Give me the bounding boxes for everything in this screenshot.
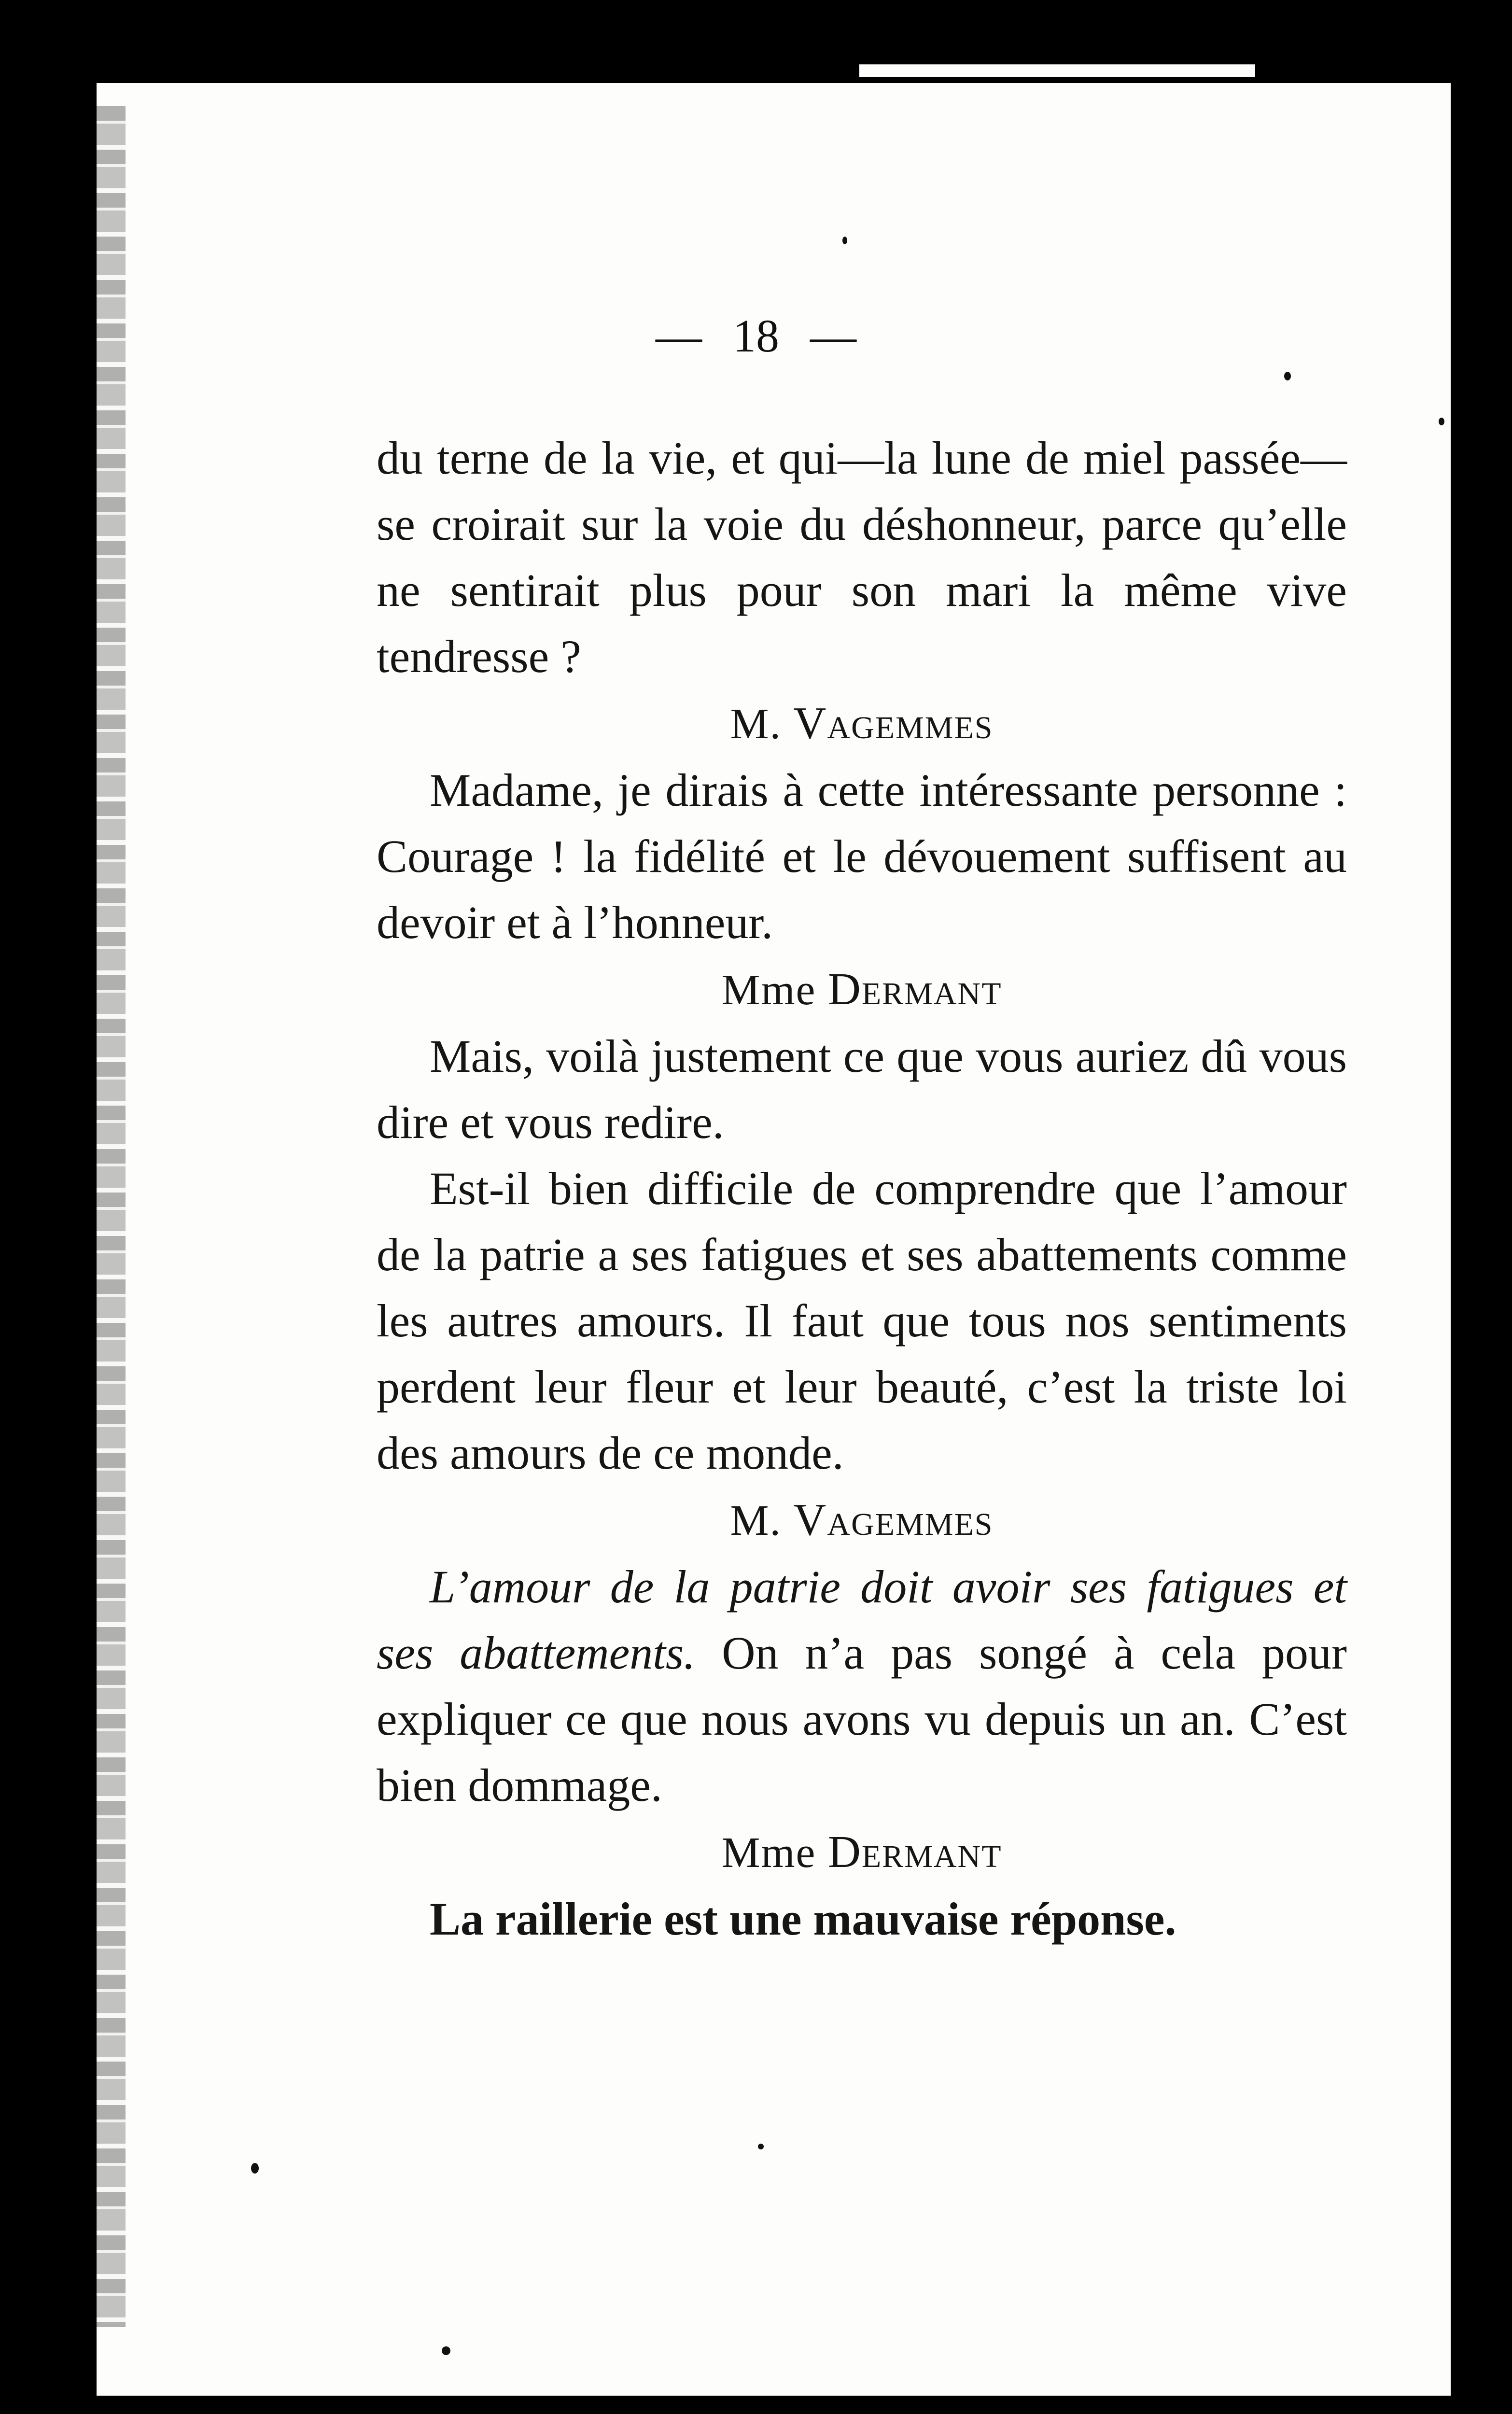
speaker-heading-dermant: [377, 956, 1347, 1023]
scan-speck: [251, 2163, 259, 2174]
speaker-prefix: Mme: [721, 1829, 828, 1877]
speaker-heading-vagemmes: [377, 690, 1347, 757]
paragraph-5-rest: On n’a pas songé à cela pour expliquer ce que nous avons vu depuis un an. C’est bien dommage.: [377, 1627, 1347, 1811]
page-number-dash-left: —: [656, 310, 702, 362]
speaker-name: Vagemmes: [793, 1495, 994, 1545]
paragraph-2: Madame, je dirais à cette intéressante personne : Courage ! la fidélité et le dévouement suffisent au devoir et à l’honneur.: [377, 764, 1347, 948]
speaker-name: Vagemmes: [793, 698, 994, 748]
page-gutter-edge: [97, 106, 126, 2327]
paragraph-6: La raillerie est une mauvaise réponse.: [430, 1893, 1176, 1945]
speaker-name: Dermant: [827, 1827, 1002, 1877]
scan-speck: [442, 2346, 450, 2355]
italic-quote: L’amour de la patrie doit avoir ses fatigues et ses abattements.: [377, 1561, 1347, 1679]
speaker-heading-vagemmes: [377, 1487, 1347, 1554]
paragraph-3: Mais, voilà justement ce que vous auriez dû vous dire et vous redire.: [377, 1030, 1347, 1148]
page-number-dash-right: —: [810, 310, 856, 362]
speaker-prefix: Mme: [721, 966, 828, 1014]
paragraph-1: du terne de la vie, et qui—la lune de miel passée—se croirait sur la voie du déshonneur, parce qu’elle ne sentirait plus pour son mari la même vive tendresse ?: [377, 432, 1347, 682]
scan-speck: [758, 2144, 764, 2149]
page-number-header: [0, 309, 1512, 363]
paragraph-4: Est-il bien difficile de comprendre que l’amour de la patrie a ses fatigues et ses abattements comme les autres amours. Il faut que tous nos sentiments perdent leur fleur et leur beauté, c’est la triste loi des amours de ce monde.: [377, 1163, 1347, 1479]
speaker-prefix: M.: [730, 1497, 794, 1544]
scan-speck: [1284, 372, 1291, 380]
speaker-name: Dermant: [827, 964, 1002, 1014]
page-number: 18: [733, 310, 779, 362]
speaker-prefix: M.: [730, 700, 794, 748]
scan-speck: [842, 237, 847, 244]
paragraph-5: [377, 1554, 1347, 1818]
scan-speck: [1439, 418, 1444, 425]
page-body: [377, 425, 1347, 1952]
speaker-heading-dermant: [377, 1819, 1347, 1886]
